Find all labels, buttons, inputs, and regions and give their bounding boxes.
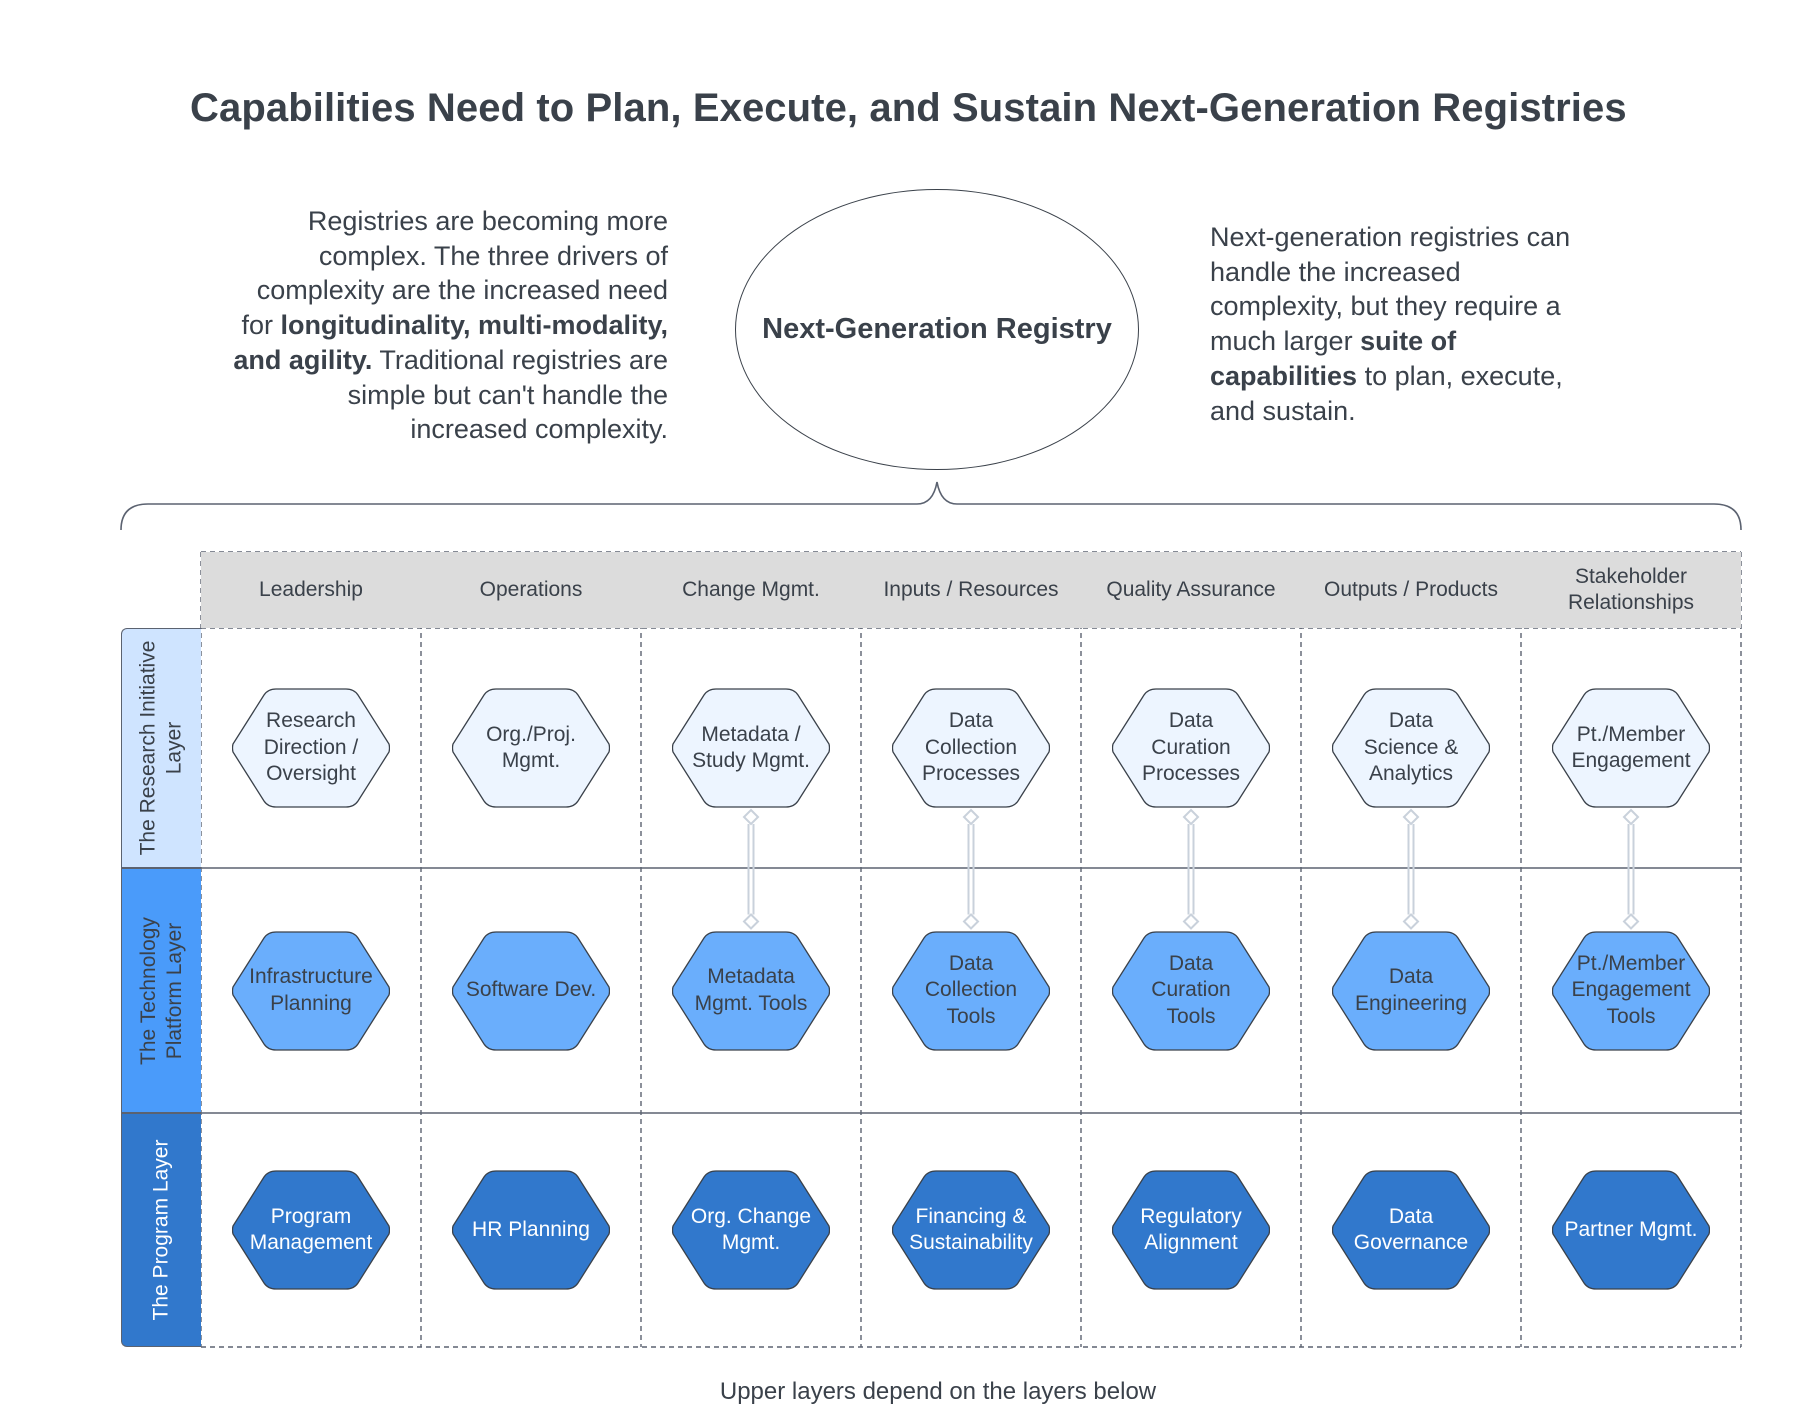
dependency-connector <box>964 810 978 929</box>
layer-label-text: The Technology Platform Layer <box>136 916 186 1065</box>
dependency-connector <box>1624 810 1638 929</box>
paragraph-text: increased complexity. <box>410 414 668 445</box>
capability-label: Data Collection Tools <box>924 951 1018 1028</box>
capability-label: Data Curation Tools <box>1151 951 1231 1028</box>
layer-label-text: The Program Layer <box>149 1139 173 1321</box>
capability-label: Data Engineering <box>1354 965 1468 1015</box>
paragraph-text: Traditional registries are <box>372 344 668 375</box>
column-header-label: Quality Assurance <box>1106 578 1276 601</box>
emphasis-text: suite of <box>1360 326 1457 357</box>
paragraph-text: for <box>241 310 281 341</box>
diamond-endpoint-icon <box>744 915 758 929</box>
ellipse-label: Next-Generation Registry <box>762 313 1112 345</box>
diamond-endpoint-icon <box>1624 915 1638 929</box>
capability-label: Data Governance <box>1353 1204 1469 1254</box>
capability-label: HR Planning <box>472 1217 590 1241</box>
diamond-endpoint-icon <box>1404 915 1418 929</box>
diamond-endpoint-icon <box>744 810 758 824</box>
diagram-title: Capabilities Need to Plan, Execute, and Sustain Next-Generation Registries <box>190 86 1627 130</box>
paragraph-text: handle the increased <box>1210 256 1461 287</box>
capability-label: Org. Change Mgmt. <box>690 1204 812 1254</box>
diamond-endpoint-icon <box>964 915 978 929</box>
capability-label: Data Curation Processes <box>1141 709 1241 786</box>
column-header-label: Stakeholder Relationships <box>1567 565 1695 614</box>
paragraph-text: and sustain. <box>1210 395 1356 426</box>
layer-label-text: The Research Initiative Layer <box>136 640 186 856</box>
column-header-label: Inputs / Resources <box>883 578 1059 601</box>
paragraph-text: to plan, execute, <box>1357 360 1563 391</box>
capability-label: Infrastructure Planning <box>249 965 373 1015</box>
paragraph-text: complexity are the increased need <box>256 275 668 306</box>
column-header-label: Operations <box>479 578 583 601</box>
paragraph-text: Next-generation registries can <box>1210 222 1571 252</box>
diamond-endpoint-icon <box>1184 915 1198 929</box>
emphasis-text: and agility. <box>233 344 373 375</box>
emphasis-text: capabilities <box>1210 360 1358 391</box>
paragraph-text: Registries are becoming more <box>307 206 668 236</box>
capability-label: Data Collection Processes <box>921 709 1021 786</box>
diamond-endpoint-icon <box>1184 810 1198 824</box>
dependency-connector <box>1184 810 1198 929</box>
column-header-label: Change Mgmt. <box>682 578 820 601</box>
paragraph-text: complex. The three drivers of <box>318 240 668 271</box>
capability-label: Pt./Member Engagement <box>1571 722 1691 772</box>
dependency-connector <box>1404 810 1418 929</box>
capability-label: Regulatory Alignment <box>1140 1204 1242 1254</box>
capability-label: Metadata Mgmt. Tools <box>694 965 808 1015</box>
dependency-connector <box>744 810 758 929</box>
capability-label: Pt./Member Engagement Tools <box>1571 951 1691 1028</box>
capability-label: Financing & Sustainability <box>909 1204 1033 1254</box>
column-header-label: Outputs / Products <box>1324 578 1498 601</box>
capability-label: Research Direction / Oversight <box>263 709 359 786</box>
paragraph-text: much larger <box>1210 326 1361 357</box>
capability-label: Program Management <box>249 1204 373 1254</box>
diamond-endpoint-icon <box>1624 810 1638 824</box>
capability-label: Partner Mgmt. <box>1564 1217 1698 1241</box>
capability-label: Software Dev. <box>465 978 597 1002</box>
paragraph-text: complexity, but they require a <box>1210 291 1561 322</box>
diamond-endpoint-icon <box>964 810 978 824</box>
footer-caption: Upper layers depend on the layers below <box>719 1378 1157 1405</box>
emphasis-text: longitudinality, multi-modality, <box>280 310 668 341</box>
capability-label: Org./Proj. Mgmt. <box>486 722 576 772</box>
capability-label: Data Science & Analytics <box>1363 709 1459 786</box>
capability-label: Metadata / Study Mgmt. <box>692 722 810 772</box>
column-header-label: Leadership <box>259 578 363 601</box>
diamond-endpoint-icon <box>1404 810 1418 824</box>
paragraph-text: simple but can't handle the <box>347 379 668 410</box>
